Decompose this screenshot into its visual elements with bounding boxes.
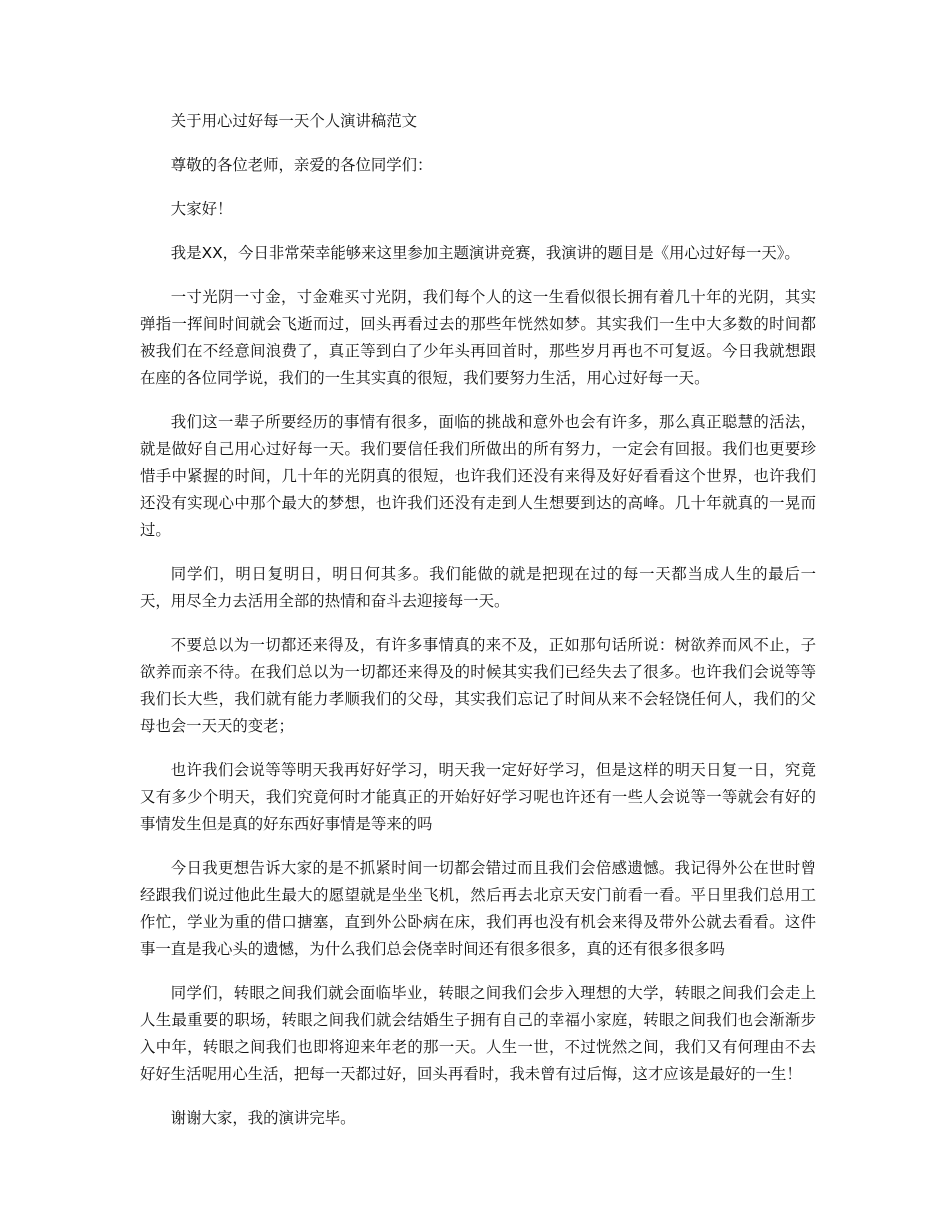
intro-paragraph: 我是XX，今日非常荣幸能够来这里参加主题演讲竞赛，我演讲的题目是《用心过好每一天》。 — [170, 244, 800, 262]
body-paragraph: 同学们，明日复明日，明日何其多。我们能做的就是把现在过的每一天都当成人生的最后一天，用尽全力去活用全部的热情和奋斗去迎接每一天。 — [140, 565, 816, 610]
closing-paragraph: 谢谢大家，我的演讲完毕。 — [170, 1109, 356, 1127]
greeting: 大家好！ — [170, 200, 233, 218]
salutation: 尊敬的各位老师，亲爱的各位同学们： — [170, 156, 433, 174]
body-paragraph: 不要总以为一切都还来得及，有许多事情真的来不及，正如那句话所说：树欲养而风不止，子欲养而亲不待。在我们总以为一切都还来得及的时候其实我们已经失去了很多。也许我们会说等等我们长大些，我们就有能力孝顺我们的父母，其实我们忘记了时间从来不会轻饶任何人，我们的父母也会一天天的变老； — [140, 636, 816, 735]
body-paragraph: 一寸光阴一寸金，寸金难买寸光阴，我们每个人的这一生看似很长拥有着几十年的光阴，其实弹指一挥间时间就会飞逝而过，回头再看过去的那些年恍然如梦。其实我们一生中大多数的时间都被我们在不经意间浪费了，真正等到白了少年头再回首时，那些岁月再也不可复返。今日我就想跟在座的各位同学说，我们的一生其实真的很短，我们要努力生活，用心过好每一天。 — [140, 288, 816, 387]
body-paragraph: 同学们，转眼之间我们就会面临毕业，转眼之间我们会步入理想的大学，转眼之间我们会走上人生最重要的职场，转眼之间我们就会结婚生子拥有自己的幸福小家庭，转眼之间我们也会渐渐步入中年，转眼之间我们也即将迎来年老的那一天。人生一世，不过恍然之间，我们又有何理由不去好好生活呢用心生活，把每一天都过好，回头再看时，我未曾有过后悔，这才应该是最好的一生！ — [140, 984, 816, 1083]
body-paragraph: 也许我们会说等等明天我再好好学习，明天我一定好好学习，但是这样的明天日复一日，究竟又有多少个明天，我们究竟何时才能真正的开始好好学习呢也许还有一些人会说等一等就会有好的事情发生但是真的好东西好事情是等来的吗 — [140, 761, 816, 833]
body-paragraph: 我们这一辈子所要经历的事情有很多，面临的挑战和意外也会有许多，那么真正聪慧的活法，就是做好自己用心过好每一天。我们要信任我们所做出的所有努力，一定会有回报。我们也更要珍惜手中紧握的时间，几十年的光阴真的很短，也许我们还没有来得及好好看看这个世界，也许我们还没有实现心中那个最大的梦想，也许我们还没有走到人生想要到达的高峰。几十年就真的一晃而过。 — [140, 413, 816, 539]
document-body — [140, 108, 816, 1149]
document-title: 关于用心过好每一天个人演讲稿范文 — [170, 112, 418, 130]
body-paragraph: 今日我更想告诉大家的是不抓紧时间一切都会错过而且我们会倍感遗憾。我记得外公在世时曾经跟我们说过他此生最大的愿望就是坐坐飞机，然后再去北京天安门前看一看。平日里我们总用工作忙，学业为重的借口搪塞，直到外公卧病在床，我们再也没有机会来得及带外公就去看看。这件事一直是我心头的遗憾，为什么我们总会侥幸时间还有很多很多，真的还有很多很多吗 — [140, 859, 816, 958]
